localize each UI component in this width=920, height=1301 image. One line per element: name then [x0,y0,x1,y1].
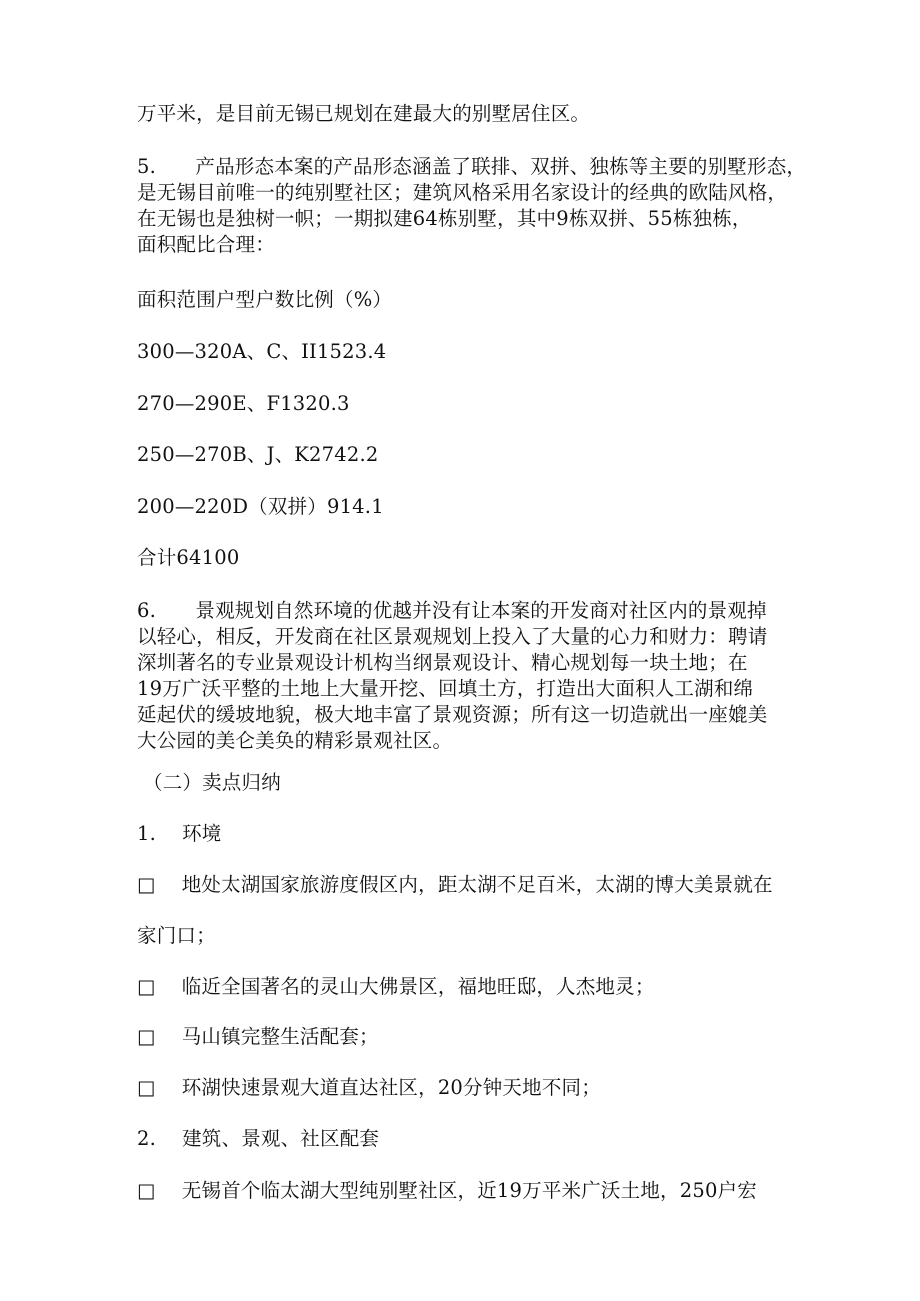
subsection-heading: （二）卖点归纳 [143,771,281,794]
text-line: 万平米，是目前无锡已规划在建最大的别墅居住区。 [137,102,591,125]
text-line: 19万广沃平整的土地上大量开挖、回填土方，打造出大面积人工湖和绵 [137,677,754,700]
section-5-heading-line: 5. 产品形态本案的产品形态涵盖了联排、双拼、独栋等主要的别墅形态， [137,155,807,178]
table-row-line: 270—290E、F1320.3 [137,392,350,415]
table-total-line: 合计64100 [137,546,240,569]
table-row-line: 250—270B、J、K2742.2 [137,443,379,466]
text-line: 是无锡目前唯一的纯别墅社区；建筑风格采用名家设计的经典的欧陆风格， [137,181,788,204]
text-line: 面积配比合理： [137,233,275,256]
item-2-heading: 2. 建筑、景观、社区配套 [137,1127,380,1150]
table-row-line: 300—320A、C、II1523.4 [137,340,387,363]
bullet-item: □ 地处太湖国家旅游度假区内，距太湖不足百米，太湖的博大美景就在 [137,873,773,896]
text-line: 以轻心，相反，开发商在社区景观规划上投入了大量的心力和财力：聘请 [137,625,768,648]
table-header-line: 面积范围户型户数比例（%） [137,288,393,311]
item-1-heading: 1. 环境 [137,822,222,845]
text-line: 大公园的美仑美奂的精彩景观社区。 [137,729,453,752]
table-row-line: 200—220D（双拼）914.1 [137,495,384,518]
bullet-item-continuation: 家门口； [137,924,216,947]
bullet-item: □ 环湖快速景观大道直达社区，20分钟天地不同； [137,1076,601,1099]
text-line: 在无锡也是独树一帜；一期拟建64栋别墅，其中9栋双拼、55栋独栋， [137,207,752,230]
bullet-item: □ 临近全国著名的灵山大佛景区，福地旺邸，人杰地灵； [137,975,655,998]
text-line: 延起伏的缓坡地貌，极大地丰富了景观资源；所有这一切造就出一座媲美 [137,703,768,726]
bullet-item: □ 马山镇完整生活配套； [137,1025,379,1048]
bullet-item: □ 无锡首个临太湖大型纯别墅社区，近19万平米广沃土地，250户宏 [137,1179,757,1202]
text-line: 深圳著名的专业景观设计机构当纲景观设计、精心规划每一块土地；在 [137,651,748,674]
section-6-heading-line: 6. 景观规划自然环境的优越并没有让本案的开发商对社区内的景观掉 [137,599,767,622]
